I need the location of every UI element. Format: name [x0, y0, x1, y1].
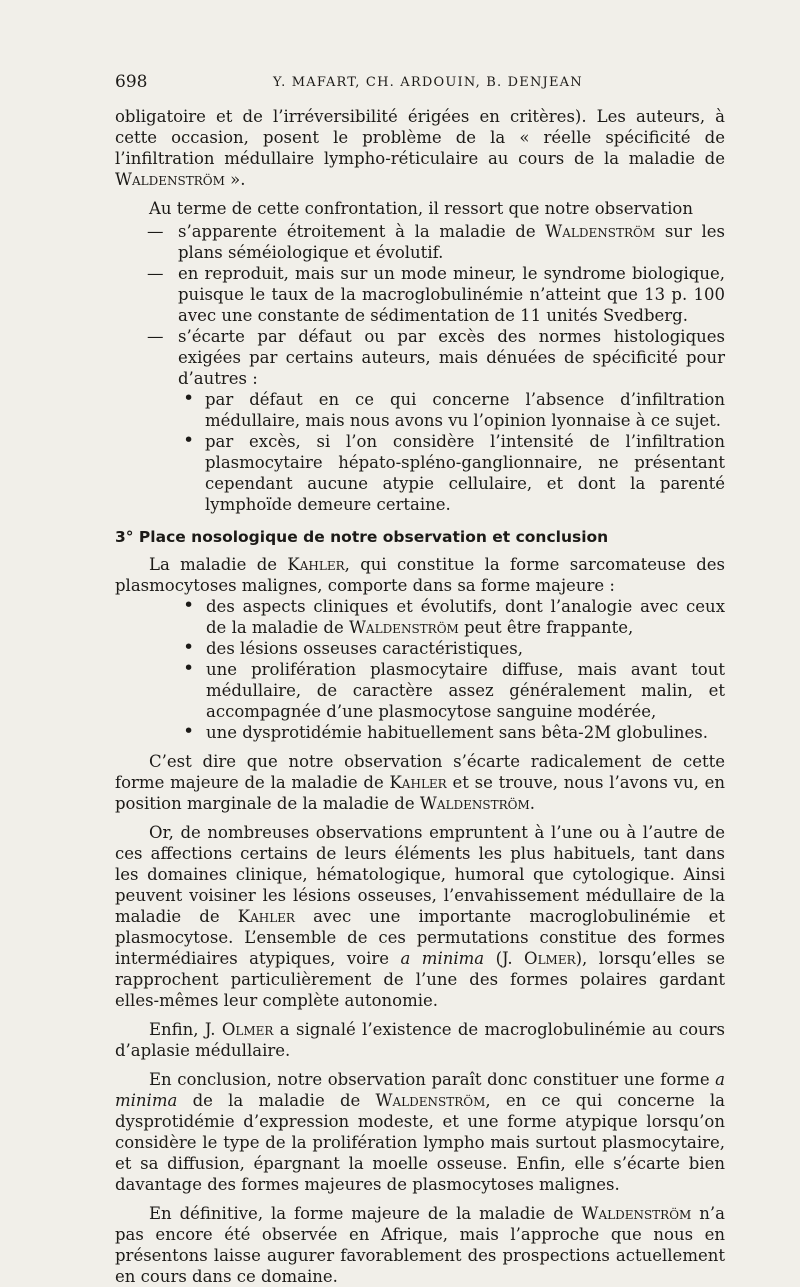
running-head-authors: Y. MAFART, CH. ARDOUIN, B. DENJEAN — [273, 75, 583, 90]
bullet-item: • par défaut en ce qui concerne l’absence d’infiltration médullaire, mais nous avons vu l’opinion lyonnaise à ce sujet. — [178, 389, 725, 431]
eponym: Waldenström — [375, 1091, 486, 1110]
bullet-item: • des lésions osseuses caractéristiques, — [115, 638, 725, 659]
bullet-item: • une prolifération plasmocytaire diffuse, mais avant tout médullaire, de caractère assez généralement malin, et accompagnée d’une plasmocytose sanguine modérée, — [115, 659, 725, 722]
dash-item: — s’apparente étroitement à la maladie de Waldenström sur les plans séméiologique et évolutif. — [115, 221, 725, 263]
page-number: 698 — [115, 72, 148, 92]
confrontation-lead: Au terme de cette confrontation, il ressort que notre observation — [149, 199, 693, 218]
eponym: Kahler — [237, 907, 295, 926]
article-body — [115, 106, 725, 1287]
eponym: Olmer — [524, 949, 576, 968]
kahler-intro-paragraph: La maladie de Kahler, qui constitue la forme sarcomateuse des plasmocytoses malignes, comporte dans sa forme majeure : — [115, 555, 726, 595]
bullet-item: • par excès, si l’on considère l’intensité de l’infiltration plasmocytaire hépato-spléno-ganglionnaire, ne présentant cependant aucune atypie cellulaire, et dont la parenté lymphoïde demeure certaine. — [178, 431, 725, 515]
kahler-features-list — [115, 596, 725, 743]
confrontation-list — [115, 221, 725, 515]
eponym: Kahler — [287, 555, 345, 574]
eponym: Waldenström — [545, 222, 656, 241]
intro-paragraph: obligatoire et de l’irréversibilité érigées en critères). Les auteurs, à cette occasion, posent le problème de la « réelle spécificité de l’infiltration médullaire lympho-réticulaire au cours de la maladie de Waldenström ». — [115, 107, 725, 189]
italic-term: a minima — [115, 1070, 725, 1110]
eponym: Olmer — [221, 1020, 274, 1039]
bullet-item: • des aspects cliniques et évolutifs, dont l’analogie avec ceux de la maladie de Waldenström peut être frappante, — [115, 596, 725, 638]
dash-item: — en reproduit, mais sur un mode mineur, le syndrome biologique, puisque le taux de la macroglobulinémie n’atteint que 13 p. 100 avec une constante de sédimentation de 11 unités Svedberg. — [115, 263, 725, 326]
eponym: Waldenström — [419, 794, 530, 813]
section-heading: 3° Place nosologique de notre observation et conclusion — [115, 528, 609, 546]
eponym: Kahler — [389, 773, 447, 792]
italic-term: a minima — [400, 949, 485, 968]
eponym: Waldenström — [115, 170, 225, 189]
eponym: Waldenström — [348, 618, 459, 637]
paragraph-cest-dire: C’est dire que notre observation s’écarte radicalement de cette forme majeure de la maladie de Kahler et se trouve, nous l’avons vu, en position marginale de la maladie de Waldenström. — [115, 752, 725, 813]
paragraph-enfin: Enfin, J. Olmer a signalé l’existence de macroglobulinémie au cours d’aplasie médullaire. — [115, 1020, 725, 1060]
eponym: Waldenström — [581, 1204, 692, 1223]
paragraph-conclusion: En conclusion, notre observation paraît donc constituer une forme a minima de la maladie de Waldenström, en ce qui concerne la dysprotidémie d’expression modeste, et une forme atypique lorsqu’on considère le type de la prolifération lympho mais surtout plasmocytaire, et sa diffusion, épargnant la moelle osseuse. Enfin, elle s’écarte bien davantage des formes majeures de plasmocytoses malignes. — [115, 1070, 725, 1194]
sub-bullet-list — [178, 389, 725, 515]
dash-item: — s’écarte par défaut ou par excès des normes histologiques exigées par certains auteurs, mais dénuées de spécificité pour d’autres : • par défaut en ce qui concerne l’absence d’infiltration médullaire, mais nous avons vu l’opinion lyonnaise à ce sujet. • par excès, si l’on considère l’intensité de l’infiltration plasmocytaire hépato-spléno-ganglionnaire, ne présentant cependant aucune atypie cellulaire, et dont la parenté lymphoïde demeure certaine. — [115, 326, 725, 515]
paragraph-definitive: En définitive, la forme majeure de la maladie de Waldenström n’a pas encore été observée en Afrique, mais l’approche que nous en présentons laisse augurer favorablement des prospections actuellement en cours dans ce domaine. — [115, 1204, 725, 1286]
bullet-item: • une dysprotidémie habituellement sans bêta-2M globulines. — [115, 722, 725, 743]
page-header — [115, 68, 725, 98]
paragraph-or: Or, de nombreuses observations empruntent à l’une ou à l’autre de ces affections certains de leurs éléments les plus habituels, tant dans les domaines clinique, hématologique, humoral que cytologique. Ainsi peuvent voisiner les lésions osseuses, l’envahissement médullaire de la maladie de Kahler avec une importante macroglobulinémie et plasmocytose. L’ensemble de ces permutations constitue des formes intermédiaires atypiques, voire a minima (J. Olmer), lorsqu’elles se rapprochent particulièrement de l’une des formes polaires gardant elles-mêmes leur complète autonomie. — [115, 823, 726, 1010]
